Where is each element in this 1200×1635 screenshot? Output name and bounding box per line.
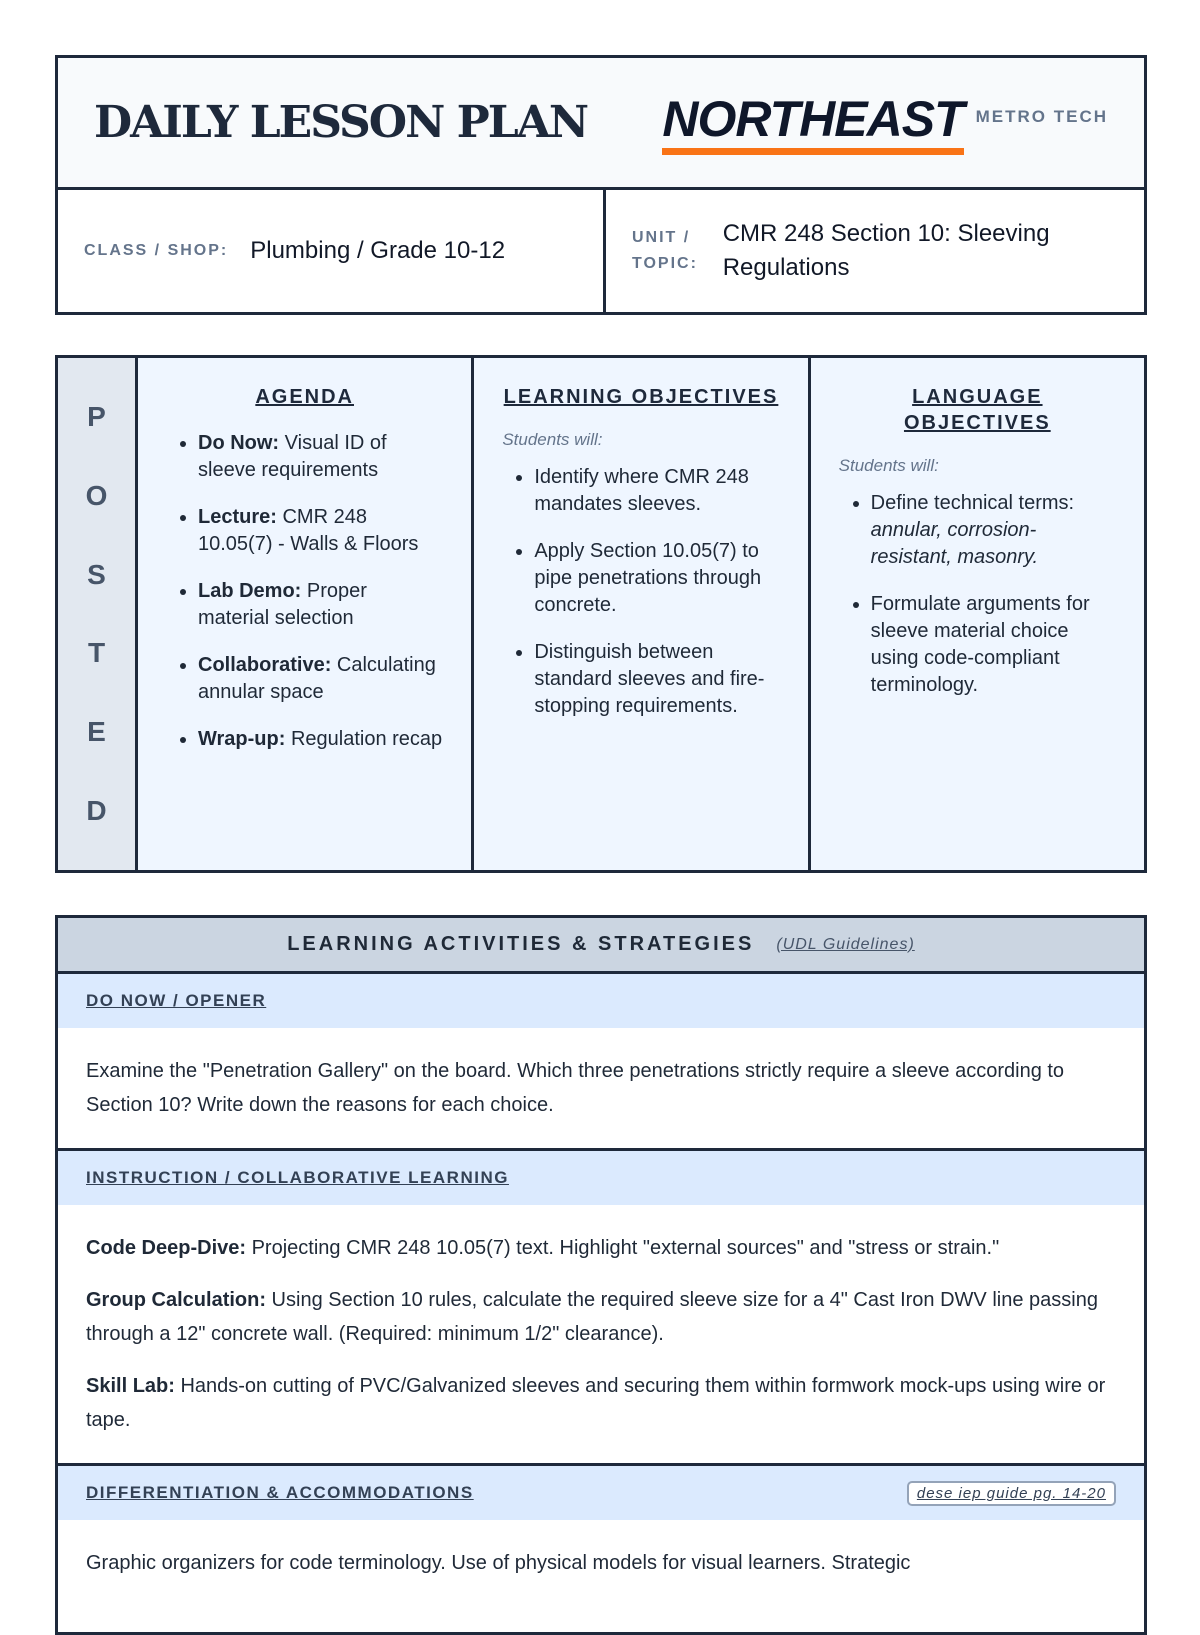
differentiation-text: Graphic organizers for code terminology. Use of physical models for visual learners. Strategic [86, 1552, 911, 1574]
posted-letter: T [87, 637, 106, 669]
language-objectives-heading: LANGUAGE OBJECTIVES [903, 386, 1051, 434]
posted-letter: O [85, 479, 108, 511]
unit-field [603, 190, 1144, 312]
agenda-column [138, 358, 474, 870]
instruction-heading: INSTRUCTION / COLLABORATIVE LEARNING [86, 1168, 509, 1187]
do-now-text: Examine the "Penetration Gallery" on the board. Which three penetrations strictly require a sleeve according to Section 10? Write down the reasons for each choice. [86, 1060, 1065, 1116]
class-field [58, 190, 603, 312]
posted-letter: P [87, 401, 106, 433]
posted-letter: D [86, 794, 107, 826]
agenda-item: • Lab Demo: Proper material selection [198, 578, 443, 632]
instruction-item: Skill Lab: Hands-on cutting of PVC/Galvanized sleeves and securing them within formwork mock-ups using wire or tape. [86, 1375, 1106, 1431]
instruction-item: Group Calculation: Using Section 10 rules, calculate the required sleeve size for a 4" Cast Iron DWV line passing through a 12" concrete wall. (Required: minimum 1/2" clearance). [86, 1289, 1098, 1345]
differentiation-heading: DIFFERENTIATION & ACCOMMODATIONS [86, 1483, 474, 1502]
instruction-item: Code Deep-Dive: Projecting CMR 248 10.05(7) text. Highlight "external sources" and "stress or strain." [86, 1237, 1000, 1259]
agenda-item: • Wrap-up: Regulation recap [198, 726, 443, 753]
logo-sub: METRO TECH [975, 107, 1108, 126]
agenda-item: • Lecture: CMR 248 10.05(7) - Walls & Floors [198, 504, 443, 558]
unit-value: CMR 248 Section 10: Sleeving Regulations [722, 220, 1050, 281]
agenda-item: • Collaborative: Calculating annular space [198, 652, 443, 706]
activities-heading: LEARNING ACTIVITIES & STRATEGIES [287, 933, 755, 955]
students-will-label: Students will: [502, 430, 603, 449]
language-item: • Define technical terms: annular, corrosion-resistant, masonry. [871, 490, 1116, 571]
posted-letter: E [87, 715, 106, 747]
objective-item: • Apply Section 10.05(7) to pipe penetrations through concrete. [534, 538, 779, 619]
agenda-item: • Do Now: Visual ID of sleeve requirements [198, 430, 443, 484]
do-now-heading: DO NOW / OPENER [86, 991, 267, 1010]
activities-section [55, 915, 1147, 1635]
learning-objectives-column [474, 358, 810, 870]
language-objectives-column [811, 358, 1144, 870]
logo-main: NORTHEAST [662, 90, 963, 155]
objective-item: • Distinguish between standard sleeves and fire-stopping requirements. [534, 639, 779, 720]
header-card [55, 55, 1147, 315]
language-item: • Formulate arguments for sleeve material choice using code-compliant terminology. [871, 591, 1116, 699]
posted-letter: S [87, 558, 106, 590]
posted-section [55, 355, 1147, 873]
class-value: Plumbing / Grade 10-12 [250, 237, 506, 264]
school-logo [662, 90, 1108, 155]
learning-objectives-heading: LEARNING OBJECTIVES [503, 386, 779, 408]
page-title: DAILY LESSON PLAN [94, 97, 588, 148]
class-label: CLASS / SHOP: [84, 242, 229, 259]
iep-guide-link[interactable]: dese iep guide pg. 14-20 [907, 1481, 1116, 1506]
udl-guidelines-link[interactable]: (UDL Guidelines) [776, 935, 915, 953]
students-will-label: Students will: [838, 456, 939, 475]
unit-label: UNIT / TOPIC: [632, 229, 698, 272]
agenda-heading: AGENDA [255, 386, 354, 408]
objective-item: • Identify where CMR 248 mandates sleeves. [534, 464, 779, 518]
posted-vertical-label [58, 358, 138, 870]
